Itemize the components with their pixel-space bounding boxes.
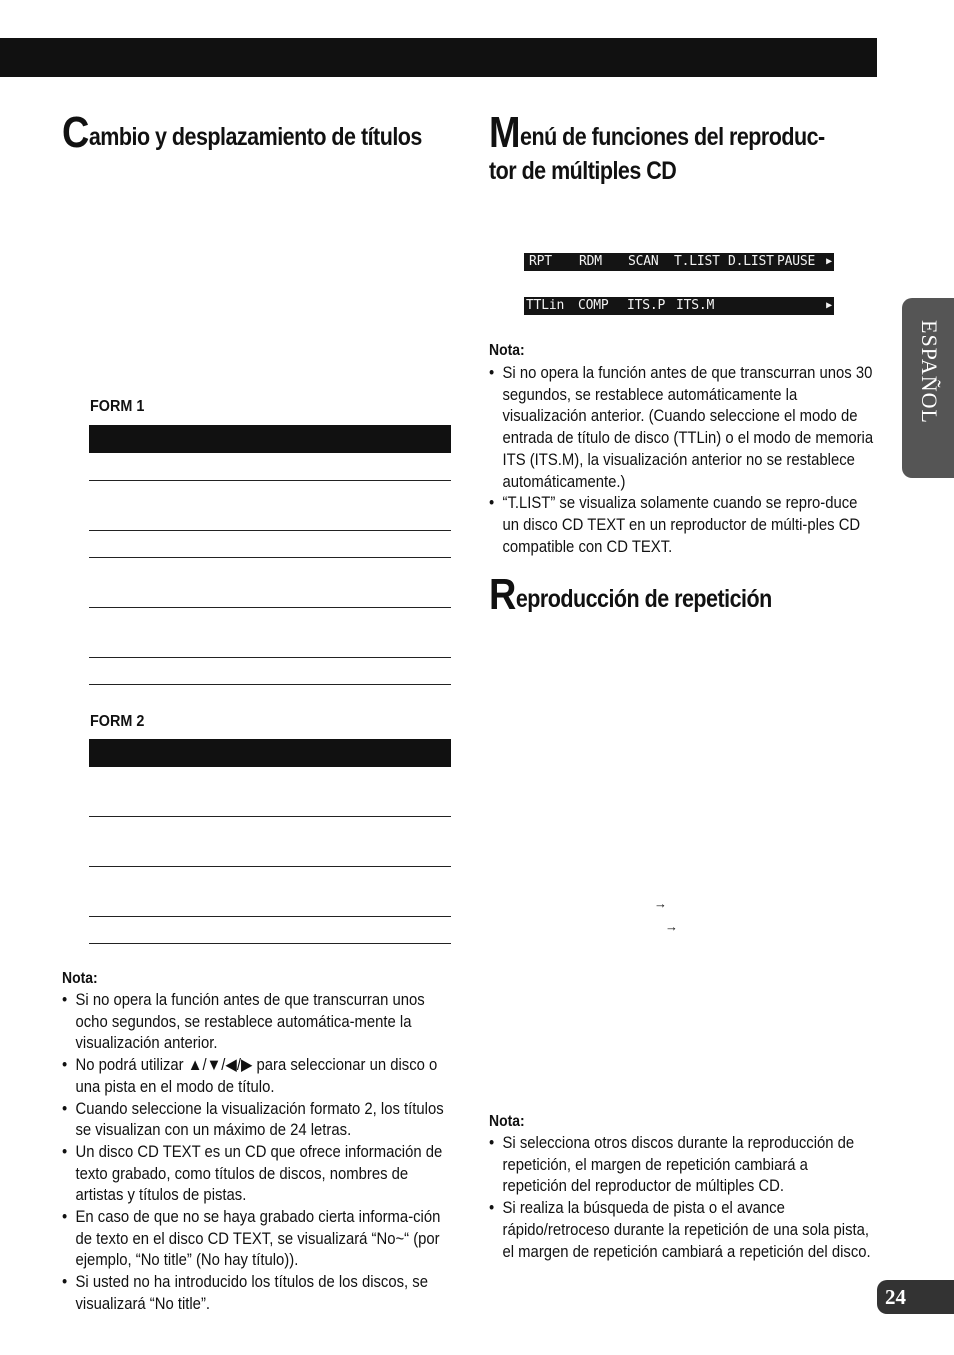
page-number: 24 bbox=[877, 1280, 954, 1314]
list-item: • Un disco CD TEXT es un CD que ofrece información de texto grabado, como títulos de discos, nombres de artistas y títulos de pistas. bbox=[62, 1142, 449, 1207]
lcd-arrow-icon: ▶ bbox=[826, 300, 832, 311]
list-item: • Si realiza la búsqueda de pista o el avance rápido/retroceso durante la repetición de una sola pista, el margen de repetición cambiará a repetición del disco. bbox=[489, 1198, 874, 1263]
list-item: • “T.LIST” se visualiza solamente cuando se repro-duce un disco CD TEXT en un reproductor de múlti-ples CD compatible con CD TEXT. bbox=[489, 493, 874, 558]
list-item: • Si selecciona otros discos durante la reproducción de repetición, el margen de repetición cambiará a repetición del reproductor de múltiples CD. bbox=[489, 1133, 874, 1198]
list-item: • En caso de que no se haya grabado cierta informa-ción de texto en el disco CD TEXT, se visualizará “No~“ (por ejemplo, “No title” (No hay título)). bbox=[62, 1207, 449, 1272]
form2-table-rule bbox=[89, 866, 451, 867]
list-item: • Cuando seleccione la visualización formato 2, los títulos se visualizan con un máximo de 24 letras. bbox=[62, 1099, 449, 1142]
notes-list-titulos bbox=[62, 990, 449, 1316]
form2-table-rule bbox=[89, 816, 451, 817]
form1-table-header bbox=[89, 425, 451, 453]
form2-table-rule bbox=[89, 943, 451, 944]
notes-list-repeticion bbox=[489, 1133, 874, 1263]
form1-table-rule bbox=[89, 530, 451, 531]
notes-list-menu bbox=[489, 363, 874, 558]
heading-menu-funciones: Menú de funciones del reproduc- tor de múltiples CD bbox=[489, 108, 825, 185]
nota-label-repeat: Nota: bbox=[489, 1113, 525, 1130]
list-item: • Si usted no ha introducido los títulos de los discos, se visualizará “No title”. bbox=[62, 1272, 449, 1315]
heading-cambio-titulos: Cambio y desplazamiento de títulos bbox=[62, 108, 422, 157]
right-arrow-icon: → bbox=[665, 919, 678, 934]
list-item: • No podrá utilizar ▲/▼/◀/▶ para seleccionar un disco o una pista en el modo de título. bbox=[62, 1055, 449, 1098]
language-side-tab: ESPAÑOL bbox=[902, 298, 954, 478]
nota-label-left: Nota: bbox=[62, 970, 98, 987]
lcd-display-menu-1: RPT RDM SCAN T.LIST D.LIST PAUSE ▶ bbox=[524, 253, 834, 271]
form1-table-rule bbox=[89, 480, 451, 481]
list-item: • Si no opera la función antes de que transcurran unos ocho segundos, se restablece automática-mente la visualización anterior. bbox=[62, 990, 449, 1055]
lcd-arrow-icon: ▶ bbox=[826, 256, 832, 267]
form1-table-rule bbox=[89, 684, 451, 685]
header-bar bbox=[0, 38, 877, 77]
right-arrow-icon: → bbox=[654, 896, 667, 911]
form1-table-rule bbox=[89, 557, 451, 558]
form2-table-header bbox=[89, 739, 451, 767]
form1-table-rule bbox=[89, 607, 451, 608]
list-item: • Si no opera la función antes de que transcurran unos 30 segundos, se restablece automáticamente la visualización anterior. (Cuando seleccione el modo de entrada de título de disco (TTLin) o el modo de memoria ITS (ITS.M), la visualización anterior no se restablece automáticamente.) bbox=[489, 363, 874, 493]
lcd-display-menu-2: TTLin COMP ITS.P ITS.M ▶ bbox=[526, 298, 832, 313]
form1-table-rule bbox=[89, 657, 451, 658]
form2-table-rule bbox=[89, 916, 451, 917]
nota-label-menu: Nota: bbox=[489, 342, 525, 359]
heading-reproduccion-repeticion: Reproducción de repetición bbox=[489, 570, 772, 619]
form2-label: FORM 2 bbox=[90, 713, 145, 730]
form1-label: FORM 1 bbox=[90, 398, 145, 415]
